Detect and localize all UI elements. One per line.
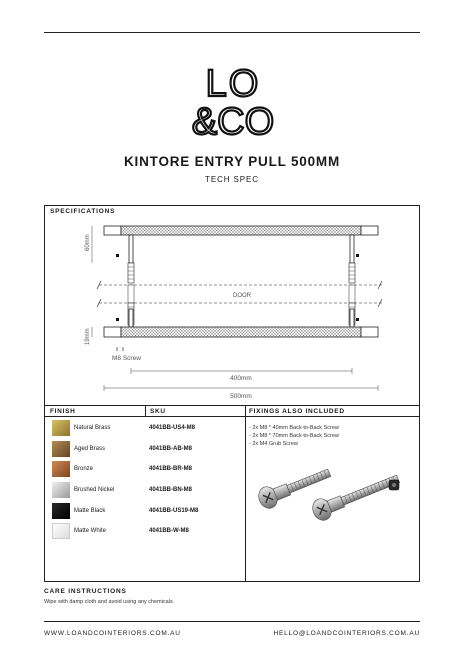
length-label: 500mm [230,393,252,400]
finish-name: Matte Black [74,508,106,514]
table-top-rule [44,405,420,406]
finish-sku: 4041BB-US19-M8 [149,508,199,514]
table-head-rule [44,416,420,417]
specifications-heading: SPECIFICATIONS [50,208,116,215]
depth-label: 60mm [85,234,91,251]
finish-name: Matte White [74,528,107,534]
finish-sku: 4041BB-AB-M8 [149,446,193,452]
finish-swatch [52,482,70,498]
sku-column-header: SKU [150,408,166,415]
finish-row [44,461,245,481]
finish-swatch [52,441,70,457]
finish-sku: 4041BB-BR-M8 [149,466,193,472]
fixing-item: - 2x M8 * 40mm Back-to-Back Screw [249,425,339,431]
finish-sku: 4041BB-US4-M8 [149,425,196,431]
fixings-list [249,424,339,448]
top-screws [128,263,355,283]
table-col-divider [245,405,246,582]
finish-name: Aged Brass [74,446,106,452]
bottom-pull-bar [104,309,378,337]
centres-label: 400mm [230,375,252,382]
finish-name: Bronze [74,466,94,472]
brand-logo [188,64,278,136]
fixing-item: - 2x M8 * 70mm Back-to-Back Screw [249,433,339,439]
bottom-screws [128,303,355,325]
footer-website[interactable]: WWW.LOANDCOINTERIORS.COM.AU [44,630,181,637]
finish-row [44,420,245,440]
fixing-item: - 2x M4 Grub Screw [249,441,298,447]
finish-row [44,441,245,461]
brand-line-2: &CO [191,101,275,136]
sku-col-divider [145,405,146,417]
fixings-column-header: FIXINGS ALSO INCLUDED [249,408,345,415]
technical-drawing [44,205,420,405]
finish-name: Natural Brass [74,425,111,431]
diameter-label: 19mm [85,328,91,345]
finish-sku: 4041BB-BN-M8 [149,487,193,493]
finish-row [44,523,245,543]
grub-screw [389,480,399,490]
finish-row [44,503,245,523]
fixings-illustration [249,450,419,530]
finish-column-header: FINISH [50,408,76,415]
product-subtitle: TECH SPEC [205,175,259,184]
finish-swatch [52,503,70,519]
brand-line-1: LO [205,64,261,105]
care-heading: CARE INSTRUCTIONS [44,588,127,595]
footer-rule [44,621,420,622]
finish-swatch [52,461,70,477]
finish-swatch [52,523,70,539]
finish-row [44,482,245,502]
product-title: KINTORE ENTRY PULL 500MM [124,154,340,169]
top-rule [44,32,420,33]
finish-swatch [52,420,70,436]
top-pull-bar [104,226,378,263]
finish-sku: 4041BB-W-M8 [149,528,189,534]
screw-label: M8 Screw [112,355,141,362]
door-label: DOOR [233,293,251,299]
care-text: Wipe with damp cloth and avoid using any chemicals. [44,599,175,605]
footer-email[interactable]: HELLO@LOANDCOINTERIORS.COM.AU [273,630,420,637]
finish-name: Brushed Nickel [74,487,115,493]
